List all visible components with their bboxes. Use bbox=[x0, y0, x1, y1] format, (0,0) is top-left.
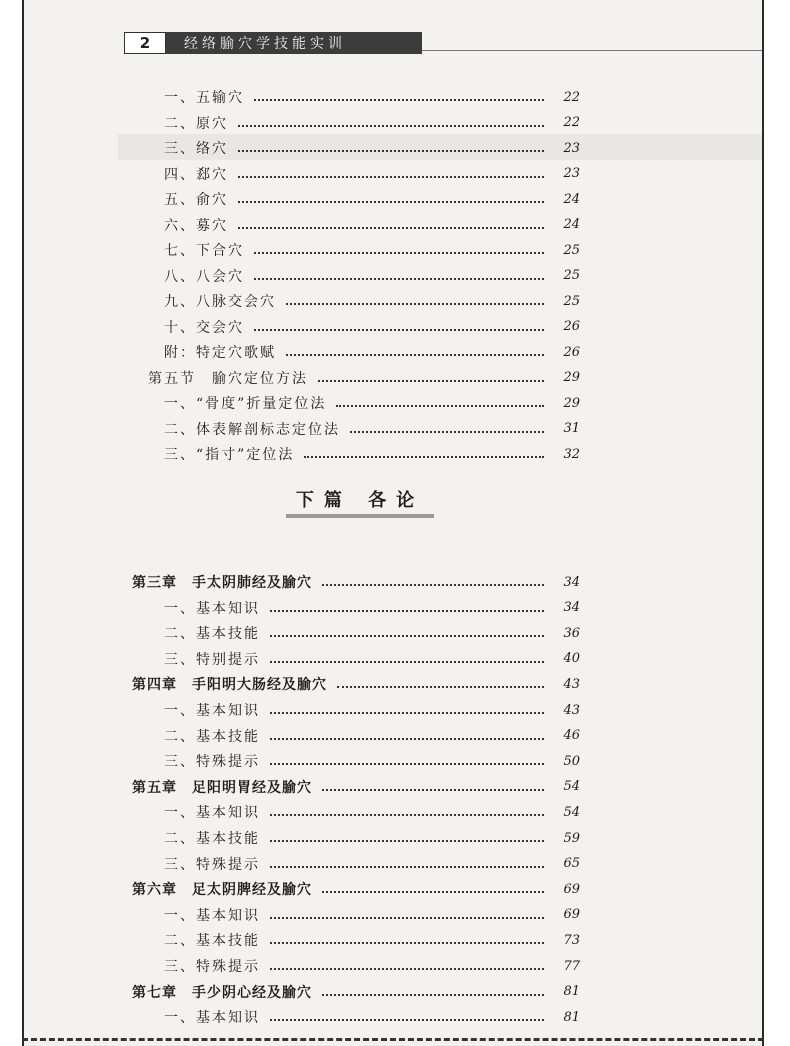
toc-entry-label: 三、“指寸”定位法 bbox=[164, 447, 295, 463]
toc-entry-label: 一、基本知识 bbox=[164, 805, 260, 822]
toc-entry bbox=[164, 647, 580, 671]
dot-leader bbox=[238, 201, 544, 203]
toc-page-number: 73 bbox=[563, 932, 580, 948]
toc-entry-label: 第五章 足阳明胃经及腧穴 bbox=[132, 779, 312, 796]
toc-chapter-entry bbox=[132, 775, 580, 799]
toc-page-number: 81 bbox=[563, 1009, 580, 1025]
toc-page-number: 54 bbox=[563, 804, 580, 820]
toc-page-number: 69 bbox=[563, 881, 580, 897]
toc-entry-label: 第三章 手太阴肺经及腧穴 bbox=[132, 575, 312, 591]
dot-leader bbox=[322, 891, 544, 893]
toc-page-number: 23 bbox=[563, 166, 580, 181]
toc-page-number: 25 bbox=[563, 293, 580, 309]
toc-entry-label: 三、特殊提示 bbox=[164, 856, 260, 873]
toc-entry bbox=[164, 596, 580, 620]
dot-leader bbox=[238, 125, 544, 127]
toc-entry-label: 二、体表解剖标志定位法 bbox=[164, 421, 340, 438]
toc-entry-label: 十、交会穴 bbox=[164, 319, 244, 336]
toc-entry bbox=[164, 928, 580, 952]
toc-entry-label: 一、五输穴 bbox=[164, 90, 244, 106]
dot-leader bbox=[350, 431, 544, 433]
toc-page-number: 24 bbox=[563, 217, 580, 232]
toc-entry bbox=[164, 187, 580, 211]
toc-entry-label: 三、络穴 bbox=[164, 141, 228, 157]
toc-entry-label: 附：特定穴歌赋 bbox=[164, 345, 276, 361]
toc-page-number: 22 bbox=[563, 89, 580, 105]
dot-leader bbox=[270, 1019, 544, 1021]
toc-entry-label: 一、基本知识 bbox=[164, 703, 260, 719]
toc-entry bbox=[164, 136, 580, 160]
toc-entry-label: 第七章 手少阴心经及腧穴 bbox=[132, 984, 312, 1001]
toc-chapter-entry bbox=[132, 672, 580, 696]
dot-leader bbox=[254, 329, 544, 331]
toc-chapter-entry bbox=[132, 877, 580, 901]
toc-entry bbox=[164, 698, 580, 722]
dot-leader bbox=[336, 405, 544, 407]
toc-page-number: 54 bbox=[563, 779, 580, 795]
dot-leader bbox=[304, 456, 544, 458]
toc-entry bbox=[164, 391, 580, 415]
toc-page-number: 26 bbox=[563, 344, 580, 360]
dot-leader bbox=[318, 380, 544, 382]
toc-entry bbox=[164, 264, 580, 288]
toc-entry bbox=[164, 442, 580, 466]
toc-entry bbox=[164, 749, 580, 773]
header-rule bbox=[422, 50, 762, 51]
toc-page-number: 59 bbox=[563, 830, 580, 846]
toc-entry-label: 二、原穴 bbox=[164, 115, 228, 132]
dot-leader bbox=[270, 738, 544, 740]
toc-page-number: 25 bbox=[563, 268, 580, 283]
page-bottom-edge bbox=[22, 1038, 764, 1041]
toc-entry-label: 九、八脉交会穴 bbox=[164, 294, 276, 310]
toc-entry bbox=[164, 852, 580, 876]
toc-entry bbox=[164, 417, 580, 441]
dot-leader bbox=[270, 866, 544, 868]
dot-leader bbox=[270, 917, 544, 919]
toc-page-number: 32 bbox=[563, 446, 580, 462]
toc-page-number: 29 bbox=[563, 370, 580, 385]
toc-entry-label: 七、下合穴 bbox=[164, 243, 244, 259]
toc-entry bbox=[164, 826, 580, 850]
toc-page-number: 81 bbox=[563, 984, 580, 1000]
toc-entry-label: 二、基本技能 bbox=[164, 626, 260, 643]
toc-entry-label: 六、募穴 bbox=[164, 217, 228, 234]
toc-entry-label: 一、基本知识 bbox=[164, 907, 260, 924]
toc-entry bbox=[164, 340, 580, 364]
dot-leader bbox=[270, 968, 544, 970]
toc-entry bbox=[164, 621, 580, 645]
toc-entry-label: 第四章 手阳明大肠经及腧穴 bbox=[132, 677, 327, 694]
toc-entry-label: 三、特殊提示 bbox=[164, 959, 260, 975]
dot-leader bbox=[270, 610, 544, 612]
toc-page-number: 36 bbox=[563, 625, 580, 641]
toc-entry bbox=[164, 85, 580, 109]
dot-leader bbox=[270, 814, 544, 816]
dot-leader bbox=[254, 278, 544, 280]
toc-entry bbox=[164, 1005, 580, 1029]
part-title-underline bbox=[286, 514, 434, 518]
toc-entry-label: 一、“骨度”折量定位法 bbox=[164, 396, 327, 412]
toc-entry bbox=[164, 800, 580, 824]
page-number: 2 bbox=[124, 32, 166, 54]
dot-leader bbox=[322, 994, 544, 996]
toc-page-number: 40 bbox=[563, 651, 580, 667]
toc-entry-label: 二、基本技能 bbox=[164, 933, 260, 950]
toc-entry bbox=[164, 315, 580, 339]
dot-leader bbox=[238, 176, 544, 178]
dot-leader bbox=[270, 661, 544, 663]
running-header bbox=[124, 32, 422, 54]
toc-entry-label: 二、基本技能 bbox=[164, 728, 260, 745]
dot-leader bbox=[238, 227, 544, 229]
toc-page-number: 50 bbox=[563, 753, 580, 769]
toc-entry-label: 第六章 足太阴脾经及腧穴 bbox=[132, 882, 312, 899]
dot-leader bbox=[270, 763, 544, 765]
toc-page-number: 25 bbox=[563, 242, 580, 258]
toc-page-number: 23 bbox=[563, 140, 580, 156]
dot-leader bbox=[254, 252, 544, 254]
dot-leader bbox=[238, 150, 544, 152]
toc-entry-label: 一、基本知识 bbox=[164, 1010, 260, 1027]
toc-entry-label: 四、郄穴 bbox=[164, 166, 228, 183]
toc-page-number: 43 bbox=[563, 702, 580, 718]
toc-entry-label: 三、特别提示 bbox=[164, 651, 260, 668]
book-title: 经络腧穴学技能实训 bbox=[166, 32, 422, 54]
dot-leader bbox=[270, 942, 544, 944]
toc-page-number: 31 bbox=[563, 421, 580, 436]
dot-leader bbox=[254, 99, 544, 101]
toc-page-number: 43 bbox=[563, 676, 580, 692]
dot-leader bbox=[286, 303, 544, 305]
dot-leader bbox=[337, 686, 544, 688]
toc-entry bbox=[164, 213, 580, 237]
toc-entry-label: 五、俞穴 bbox=[164, 192, 228, 208]
toc-page-number: 46 bbox=[563, 728, 580, 744]
toc-page-number: 34 bbox=[563, 574, 580, 590]
part-title: 下篇 各论 bbox=[295, 490, 425, 511]
toc-entry-label: 第五节 腧穴定位方法 bbox=[148, 370, 308, 387]
toc-page-number: 26 bbox=[563, 319, 580, 334]
toc-entry bbox=[164, 724, 580, 748]
toc-page-number: 77 bbox=[563, 958, 580, 974]
toc-page-number: 65 bbox=[563, 856, 580, 872]
toc-page-number: 22 bbox=[563, 115, 580, 130]
toc-entry bbox=[164, 903, 580, 927]
toc-entry bbox=[148, 366, 580, 390]
dot-leader bbox=[270, 635, 544, 637]
dot-leader bbox=[322, 789, 544, 791]
dot-leader bbox=[270, 840, 544, 842]
dot-leader bbox=[322, 584, 544, 586]
dot-leader bbox=[270, 712, 544, 714]
toc-entry bbox=[164, 954, 580, 978]
toc-chapter-entry bbox=[132, 570, 580, 594]
toc-page-number: 69 bbox=[563, 907, 580, 923]
dot-leader bbox=[286, 354, 544, 356]
toc-page-number: 29 bbox=[563, 395, 580, 411]
toc-entry bbox=[164, 238, 580, 262]
toc-entry-label: 三、特殊提示 bbox=[164, 754, 260, 771]
toc-entry-label: 八、八会穴 bbox=[164, 268, 244, 285]
toc-entry bbox=[164, 162, 580, 186]
toc-page-number: 34 bbox=[563, 600, 580, 616]
toc-entry bbox=[164, 289, 580, 313]
toc-chapter-entry bbox=[132, 980, 580, 1004]
toc-entry bbox=[164, 111, 580, 135]
toc-page-number: 24 bbox=[563, 191, 580, 207]
toc-entry-label: 二、基本技能 bbox=[164, 831, 260, 847]
toc-entry-label: 一、基本知识 bbox=[164, 600, 260, 617]
